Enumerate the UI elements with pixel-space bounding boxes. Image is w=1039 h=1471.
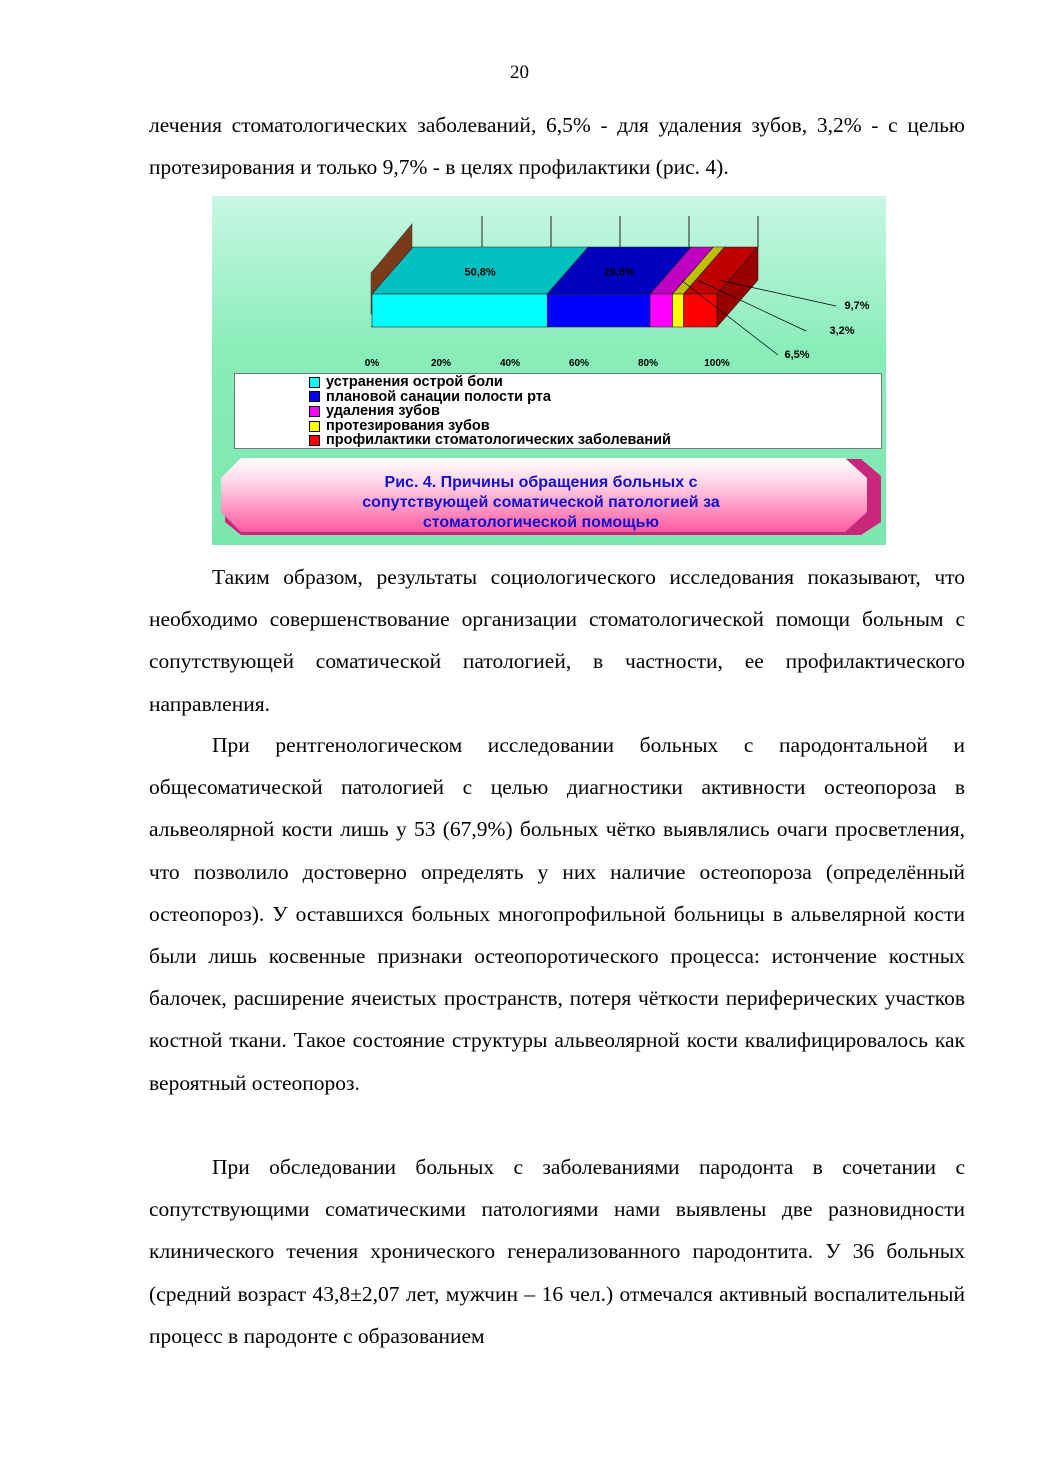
axis-tick-label: 60%	[568, 358, 590, 369]
bar-value-label: 29,8%	[603, 266, 635, 279]
chart-bars	[372, 247, 758, 327]
bar-segment	[547, 294, 650, 327]
chart-legend	[234, 373, 882, 449]
bar-segment	[372, 294, 547, 327]
legend-label: плановой санации полости рта	[326, 388, 551, 405]
figure-caption-text	[221, 473, 861, 533]
legend-swatch	[309, 421, 320, 432]
axis-tick-label: 0%	[364, 358, 380, 369]
chart-axis-ticks	[365, 358, 730, 369]
axis-tick-label: 100%	[704, 358, 730, 369]
chart-gridlines	[482, 216, 758, 247]
axis-tick-label: 20%	[430, 358, 452, 369]
caption-line: сопутствующей соматической патологией за	[362, 494, 720, 511]
legend-label: устранения острой боли	[326, 374, 503, 391]
callout-label: 9,7%	[844, 300, 870, 312]
axis-tick-label: 40%	[499, 358, 521, 369]
legend-item	[309, 390, 881, 405]
callout-label: 6,5%	[784, 349, 810, 361]
bar-segment	[650, 294, 672, 327]
legend-item	[309, 404, 881, 419]
callout-label: 3,2%	[829, 325, 855, 337]
caption-line: Рис. 4. Причины обращения больных с	[384, 474, 698, 491]
paragraph-periodontitis: При обследовании больных с заболеваниями пародонта в сочетании с сопутствующими соматическими патологиями нами выявлены две разновидности клинического течения хронического генерализованного пародонтита. У 36 больных (средний возраст 43,8±2,07 лет, мужчин – 16 чел.) отмечался активный воспалительный процесс в пародонте с образованием	[149, 1155, 965, 1348]
legend-item	[309, 375, 881, 390]
axis-tick-label: 80%	[637, 358, 659, 369]
legend-item	[309, 433, 881, 448]
paragraph-xray: При рентгенологическом исследовании больных с пародонтальной и общесоматической патологией с целью диагностики активности остеопороза в альвеолярной кости лишь у 53 (67,9%) больных чётко выявлялись очаги просветления, что позволило достоверно определять у них наличие остеопороза (определённый остеопороз). У оставшихся больных многопрофильной больницы в альвелярной кости были лишь косвенные признаки остеопоротического процесса: истончение костных балочек, расширение ячеистых пространств, потеря чёткости периферических участков костной ткани. Такое состояние структуры альвеолярной кости квалифицировалось как вероятный остеопороз.	[149, 733, 965, 1095]
caption-line: стоматологической помощью	[422, 514, 660, 531]
bar-value-label: 50,8%	[464, 266, 496, 279]
legend-swatch	[309, 377, 320, 388]
bar-segment	[684, 294, 717, 327]
paragraph-conclusion: Таким образом, результаты социологического исследования показывают, что необходимо совершенствование организации стоматологической помощи больным с сопутствующей соматической патологией, в частности, ее профилактического направления.	[149, 565, 965, 716]
bar-segment	[672, 294, 683, 327]
legend-swatch	[309, 391, 320, 402]
figure-caption	[221, 456, 881, 538]
legend-item	[309, 419, 881, 434]
legend-label: профилактики стоматологических заболеваний	[326, 432, 671, 449]
legend-label: протезирования зубов	[326, 417, 490, 434]
paragraph-intro: лечения стоматологических заболеваний, 6,5% - для удаления зубов, 3,2% - с целью протезирования и только 9,7% - в целях профилактики (рис. 4).	[149, 113, 965, 180]
legend-swatch	[309, 406, 320, 417]
page-number: 20	[510, 62, 529, 83]
figure-4	[212, 196, 886, 545]
legend-swatch	[309, 435, 320, 446]
legend-label: удаления зубов	[326, 403, 440, 420]
